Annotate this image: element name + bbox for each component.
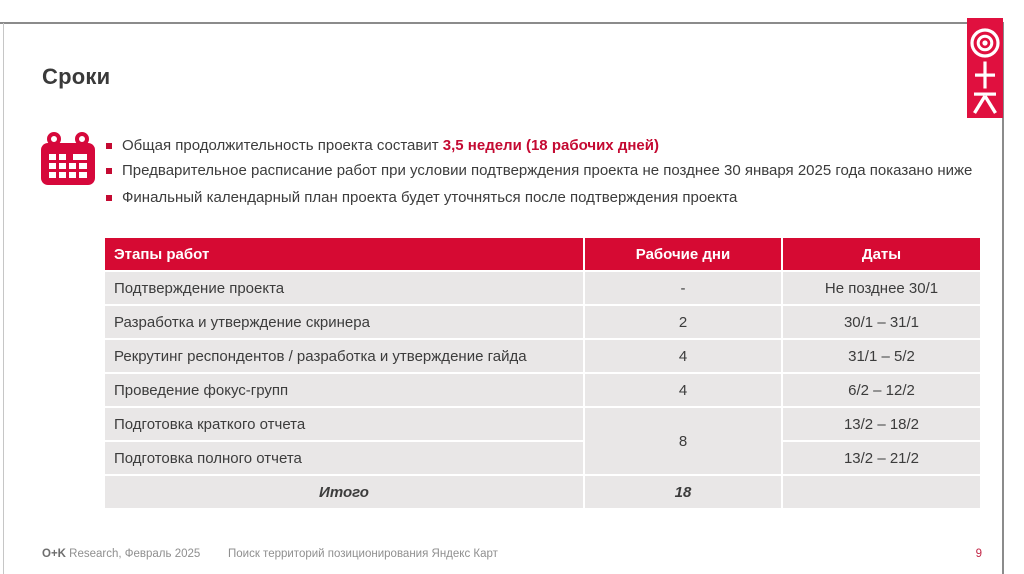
dates-cell: 6/2 – 12/2 [783, 374, 980, 406]
total-days-cell: 18 [585, 476, 781, 508]
column-header-workdays: Рабочие дни [585, 238, 781, 270]
dates-cell: Не позднее 30/1 [783, 272, 980, 304]
dates-cell: 31/1 – 5/2 [783, 340, 980, 372]
bullet-text: Финальный календарный план проекта будет уточняться после подтверждения проекта [122, 189, 738, 206]
table-row [105, 340, 980, 372]
bullet-text-normal: Общая продолжительность проекта составит [122, 137, 443, 154]
bullet-text: Предварительное расписание работ при условии подтверждения проекта не позднее 30 января 2025 года показано ниже [122, 162, 973, 179]
o-plus-k-logo-icon [967, 18, 1003, 118]
slide-border-left [3, 23, 4, 574]
days-cell-merged: 8 [585, 408, 781, 474]
o-plus-k-logo [967, 18, 1003, 118]
list-item [104, 187, 982, 209]
footer-brand-bold: O+K [42, 548, 66, 560]
slide-footer [0, 548, 1004, 566]
table-row [105, 306, 980, 338]
days-cell: 4 [585, 340, 781, 372]
days-cell: 2 [585, 306, 781, 338]
footer-brand-rest: Research, Февраль 2025 [65, 548, 201, 560]
column-header-dates: Даты [783, 238, 980, 270]
stage-cell: Разработка и утверждение скринера [105, 306, 583, 338]
stage-cell: Проведение фокус-групп [105, 374, 583, 406]
table-row [105, 408, 980, 440]
bullet-text-highlight: 3,5 недели (18 рабочих дней) [442, 137, 659, 154]
calendar-icon [38, 131, 98, 189]
square-bullet-icon [106, 195, 112, 201]
stage-cell: Подготовка полного отчета [105, 442, 583, 474]
table-row [105, 374, 980, 406]
days-cell: 4 [585, 374, 781, 406]
schedule-table [103, 236, 982, 510]
page-number: 9 [975, 548, 982, 560]
column-header-stages: Этапы работ [105, 238, 583, 270]
stage-cell: Подтверждение проекта [105, 272, 583, 304]
square-bullet-icon [106, 168, 112, 174]
dates-cell: 13/2 – 18/2 [783, 408, 980, 440]
total-dates-cell [783, 476, 980, 508]
footer-brand [42, 548, 200, 560]
dates-cell: 13/2 – 21/2 [783, 442, 980, 474]
stage-cell: Рекрутинг респондентов / разработка и утверждение гайда [105, 340, 583, 372]
table-header-row [105, 238, 980, 270]
table-row [105, 272, 980, 304]
bullet-list [104, 135, 982, 212]
list-item [104, 135, 982, 157]
list-item [104, 160, 982, 182]
table-row [105, 442, 980, 474]
footer-project-title: Поиск территорий позиционирования Яндекс Карт [228, 548, 498, 560]
table-total-row [105, 476, 980, 508]
days-cell: - [585, 272, 781, 304]
dates-cell: 30/1 – 31/1 [783, 306, 980, 338]
square-bullet-icon [106, 143, 112, 149]
slide-border-top [0, 22, 1004, 24]
stage-cell: Подготовка краткого отчета [105, 408, 583, 440]
page-title: Сроки [42, 64, 111, 89]
bullet-text [122, 135, 982, 157]
total-label-cell: Итого [105, 476, 583, 508]
